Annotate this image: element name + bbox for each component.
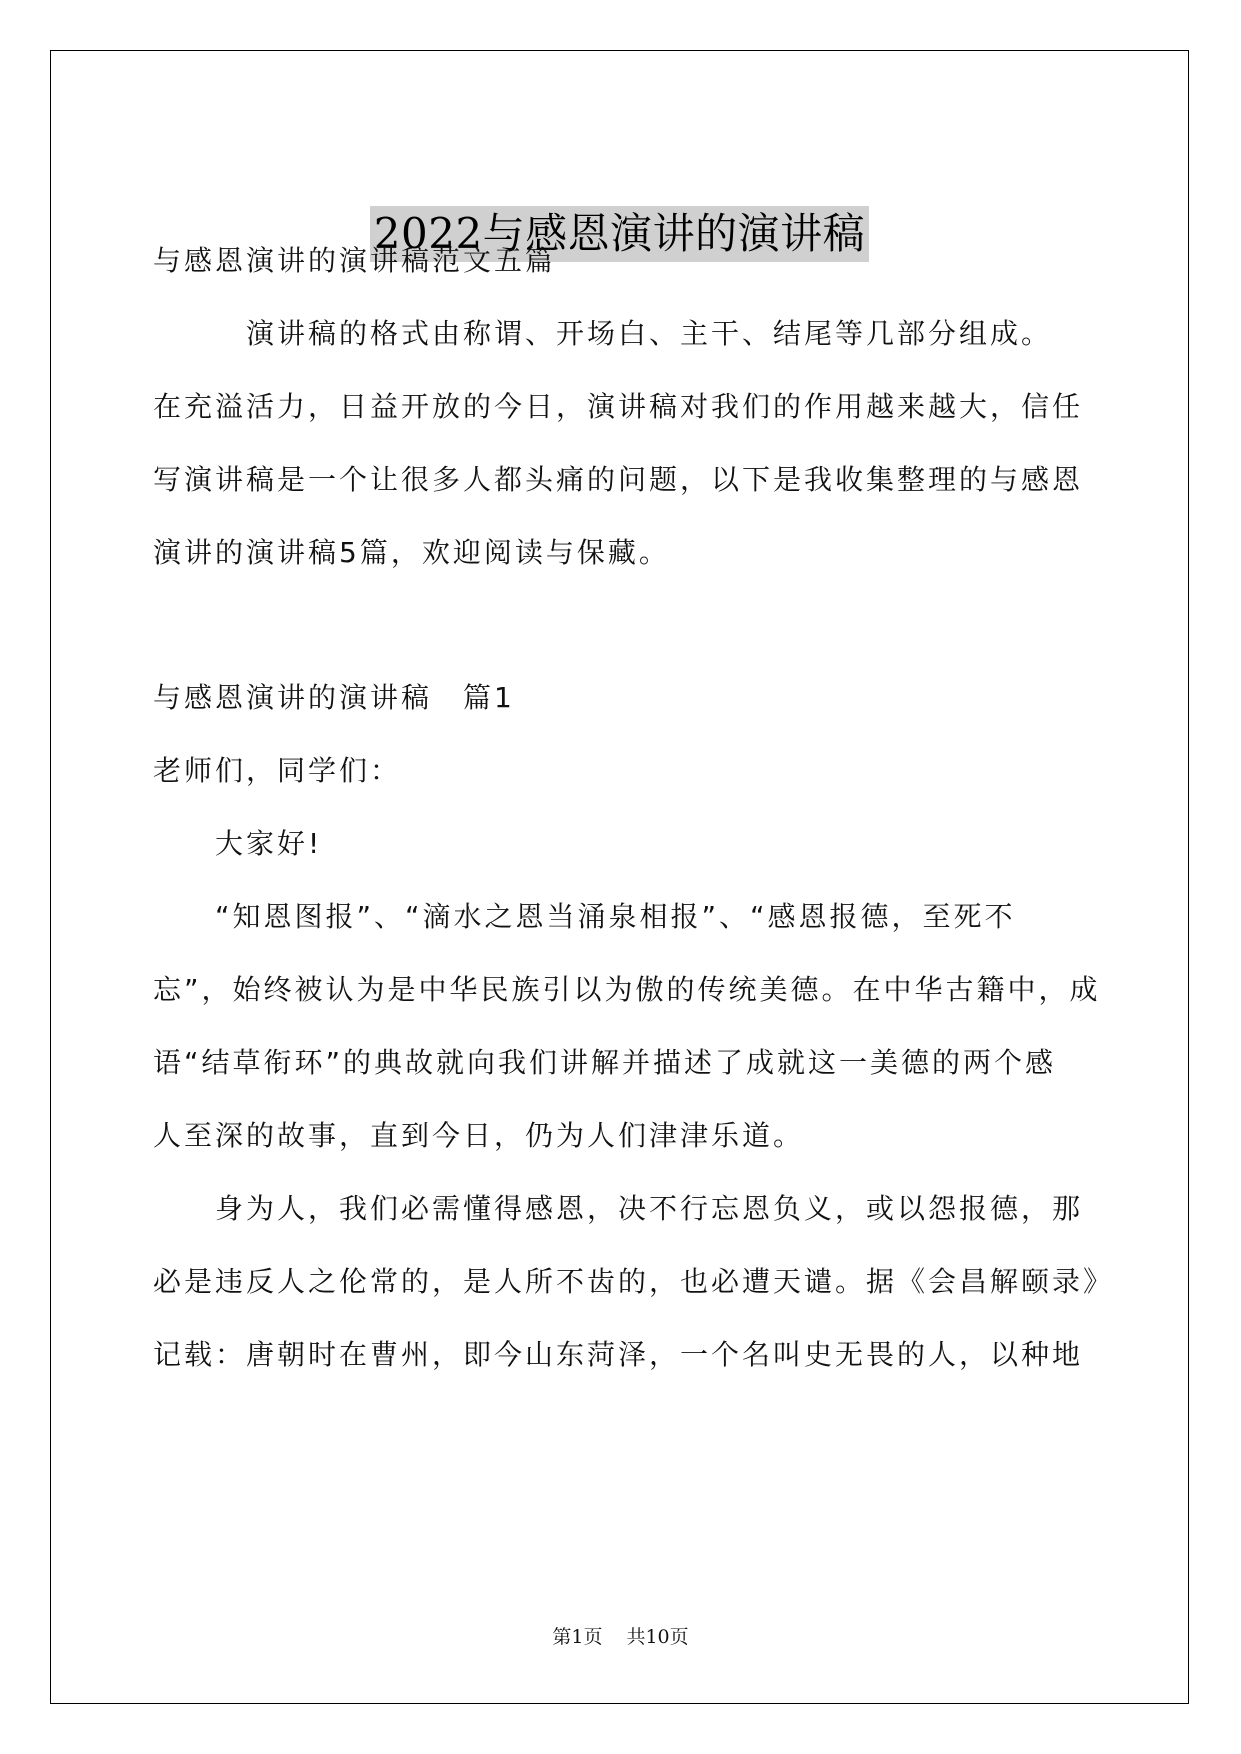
greeting-line: 大家好! (153, 827, 323, 860)
page-total: 共10页 (626, 1626, 689, 1648)
paragraph-line: 人至深的故事，直到今日，仍为人们津津乐道。 (153, 1119, 805, 1152)
paragraph-line: 演讲稿的格式由称谓、开场白、主干、结尾等几部分组成。 (153, 317, 1053, 350)
paragraph-line: 写演讲稿是一个让很多人都头痛的问题，以下是我收集整理的与感恩 (153, 463, 1084, 496)
paragraph-line: 演讲的演讲稿5篇，欢迎阅读与保藏。 (153, 536, 670, 569)
paragraph-line: 忘”，始终被认为是中华民族引以为傲的传统美德。在中华古籍中，成 (153, 973, 1101, 1006)
paragraph-line: 在充溢活力，日益开放的今日，演讲稿对我们的作用越来越大，信任 (153, 390, 1084, 423)
salutation-line: 老师们，同学们： (153, 754, 402, 787)
paragraph-line: 记载：唐朝时在曹州，即今山东菏泽，一个名叫史无畏的人，以种地 (153, 1338, 1084, 1371)
subtitle-line: 与感恩演讲的演讲稿范文五篇 (153, 244, 557, 277)
paragraph-line: 语“结草衔环”的典故就向我们讲解并描述了成就这一美德的两个感 (153, 1046, 1057, 1079)
paragraph-line: “知恩图报”、“滴水之恩当涌泉相报”、“感恩报德，至死不 (153, 900, 1016, 933)
paragraph-line: 身为人，我们必需懂得感恩，决不行忘恩负义，或以怨报德，那 (153, 1192, 1084, 1225)
page-footer (0, 1622, 1241, 1649)
document-page (50, 50, 1189, 1704)
section-heading: 与感恩演讲的演讲稿 篇1 (153, 681, 515, 714)
page-number: 第1页 (552, 1626, 603, 1648)
document-title: 2022与感恩演讲的演讲稿 (370, 206, 869, 262)
paragraph-line: 必是违反人之伦常的，是人所不齿的，也必遭天谴。据《会昌解颐录》 (153, 1265, 1115, 1298)
